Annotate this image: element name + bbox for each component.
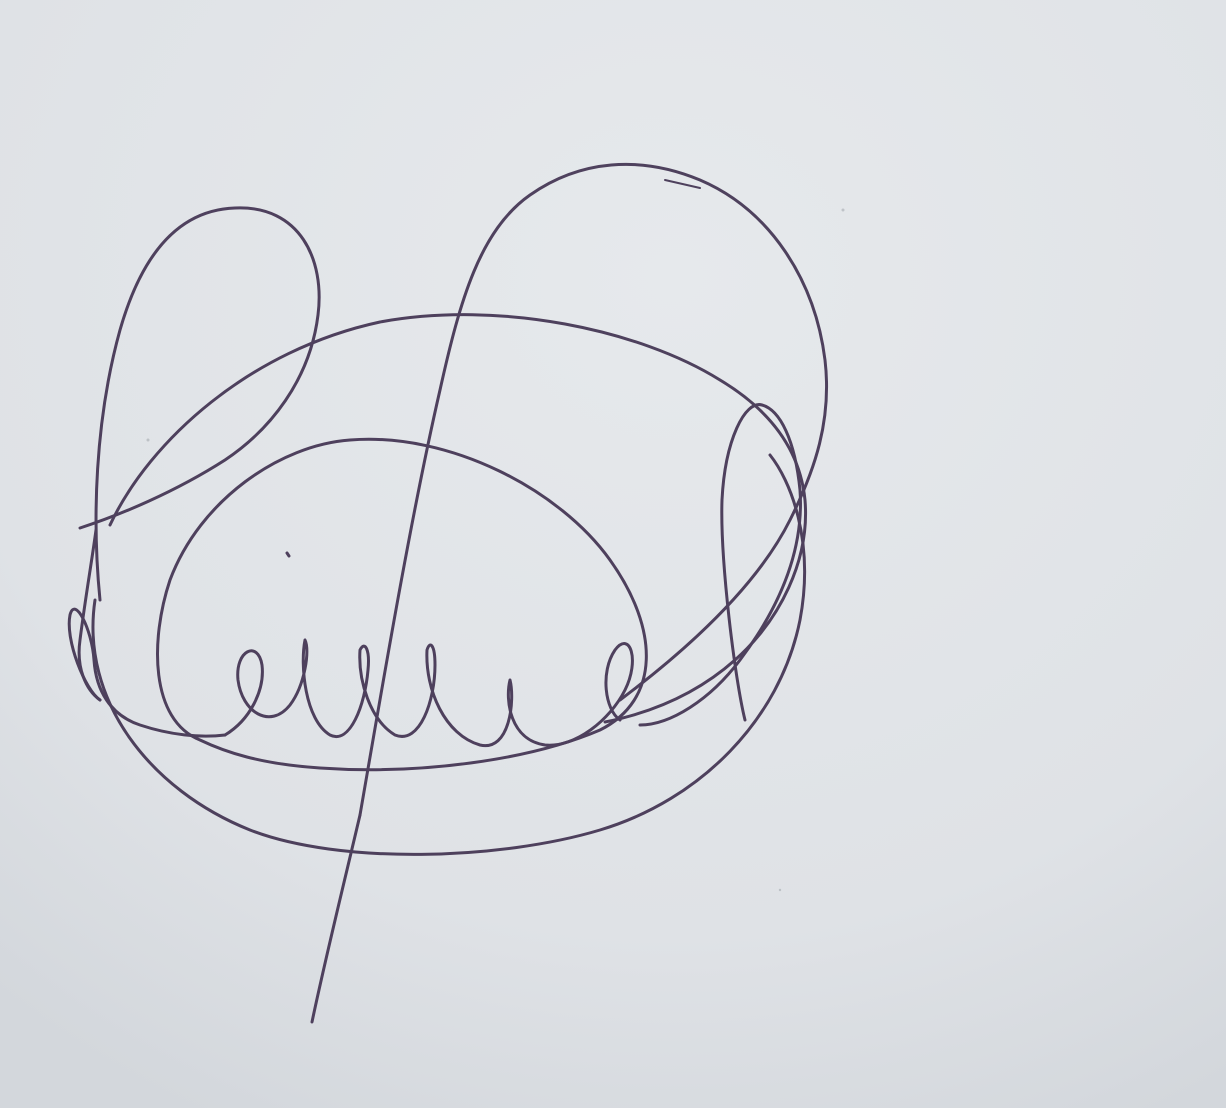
signature-i-dot xyxy=(287,553,289,556)
